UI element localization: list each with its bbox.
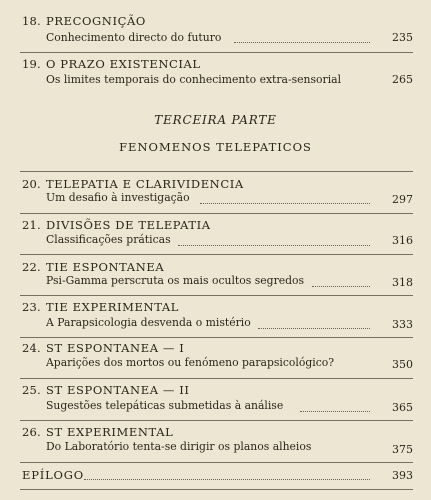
- entry-number: 26.: [22, 425, 41, 439]
- dot-leader: [178, 245, 370, 246]
- entry-subtitle: Psi-Gamma perscruta os mais ocultos segredos: [46, 274, 305, 287]
- entry-subtitle: Conhecimento directo do futuro: [46, 31, 222, 44]
- dot-leader: [258, 328, 370, 329]
- divider: [20, 171, 413, 172]
- entry-subtitle: Um desafio à investigação: [46, 191, 190, 204]
- entry-title: TELEPATIA E CLARIVIDENCIA: [46, 177, 244, 191]
- epilogue-title: EPÍLOGO: [22, 468, 84, 482]
- entry-title: TIE EXPERIMENTAL: [46, 300, 179, 314]
- entry-page-number: 365: [392, 401, 413, 414]
- entry-subtitle: A Parapsicologia desvenda o mistério: [46, 316, 251, 329]
- divider: [20, 213, 413, 214]
- entry-number: 19.: [22, 57, 41, 71]
- divider: [20, 420, 413, 421]
- divider: [20, 52, 413, 53]
- entry-title: ST ESPONTANEA — II: [46, 383, 190, 397]
- entry-page-number: 393: [392, 469, 413, 482]
- entry-number: 25.: [22, 383, 41, 397]
- entry-subtitle: Sugestões telepáticas submetidas à análise: [46, 399, 284, 412]
- entry-title: DIVISÕES DE TELEPATIA: [46, 218, 211, 232]
- entry-title: ST ESPONTANEA — I: [46, 341, 185, 355]
- entry-subtitle: Classificações práticas: [46, 233, 171, 246]
- entry-title: ST EXPERIMENTAL: [46, 425, 174, 439]
- dot-leader: [312, 286, 370, 287]
- entry-title: TIE ESPONTANEA: [46, 260, 165, 274]
- dot-leader: [200, 203, 370, 204]
- dot-leader: [300, 411, 370, 412]
- divider: [20, 378, 413, 379]
- divider: [20, 337, 413, 338]
- divider: [20, 462, 413, 463]
- entry-number: 20.: [22, 177, 41, 191]
- entry-number: 24.: [22, 341, 41, 355]
- entry-page-number: 375: [392, 443, 413, 456]
- divider: [20, 489, 413, 490]
- entry-page-number: 333: [392, 318, 413, 331]
- entry-subtitle: Do Laboratório tenta-se dirigir os planos alheios: [46, 440, 312, 453]
- entry-page-number: 318: [392, 276, 413, 289]
- divider: [20, 254, 413, 255]
- dot-leader: [84, 479, 370, 480]
- entry-subtitle: Os limites temporais do conhecimento extra-sensorial: [46, 73, 342, 86]
- entry-page-number: 350: [392, 358, 413, 371]
- entry-page-number: 297: [392, 193, 413, 206]
- entry-page-number: 235: [392, 31, 413, 44]
- entry-number: 22.: [22, 260, 41, 274]
- divider: [20, 295, 413, 296]
- entry-page-number: 265: [392, 73, 413, 86]
- dot-leader: [234, 42, 370, 43]
- part-heading: TERCEIRA PARTE: [154, 113, 277, 127]
- entry-number: 21.: [22, 218, 41, 232]
- entry-number: 23.: [22, 300, 41, 314]
- entry-subtitle: Aparições dos mortos ou fenómeno parapsicológico?: [46, 356, 335, 369]
- entry-number: 18.: [22, 14, 41, 28]
- section-heading: FENOMENOS TELEPATICOS: [119, 140, 312, 154]
- entry-title: PRECOGNIÇÃO: [46, 14, 146, 28]
- entry-title: O PRAZO EXISTENCIAL: [46, 57, 201, 71]
- entry-page-number: 316: [392, 234, 413, 247]
